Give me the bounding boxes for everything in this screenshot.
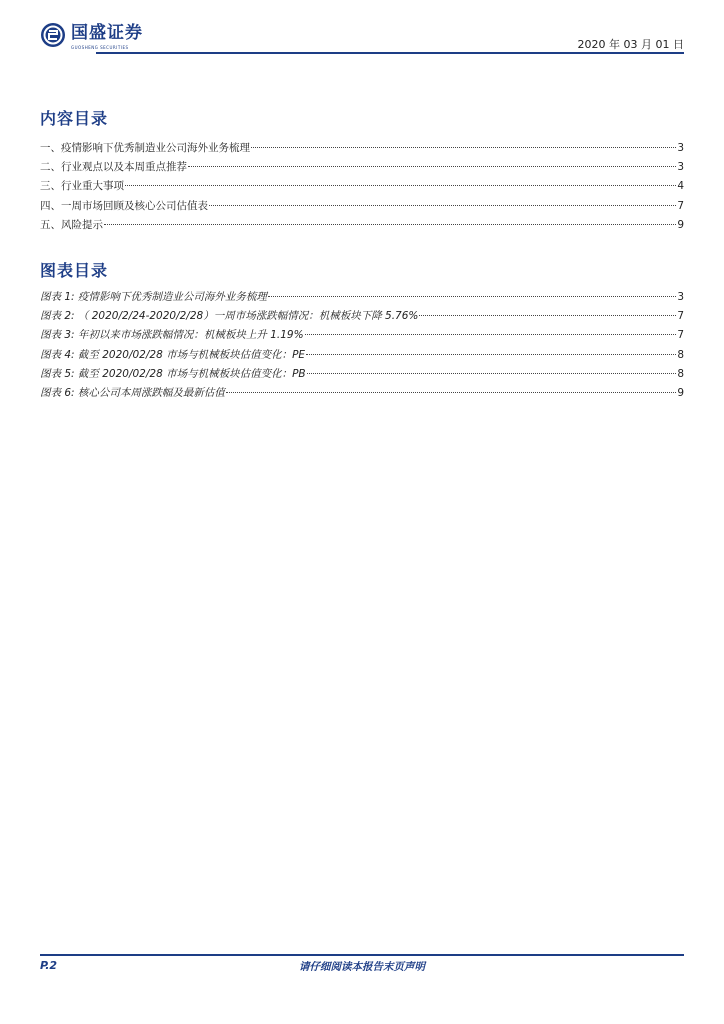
dot-leader [268, 295, 676, 297]
figure-entry[interactable] [40, 385, 684, 404]
figure-entry-page-number: 7 [677, 329, 684, 342]
figure-entry-text: 图表 3: 年初以来市场涨跌幅情况：机械板块上升 1.19% [40, 329, 304, 342]
contents-entry-text: 三、行业重大事项 [40, 180, 124, 193]
dot-leader [251, 146, 676, 148]
figure-entry-text: 图表 4: 截至 2020/02/28 市场与机械板块估值变化：PE [40, 348, 306, 361]
dot-leader [226, 391, 676, 393]
figure-entry[interactable] [40, 308, 684, 327]
figure-entry-page-number: 8 [677, 367, 684, 380]
contents-entry[interactable] [40, 140, 684, 159]
figure-entry-page-number: 8 [677, 348, 684, 361]
figure-entry-page-number: 3 [677, 291, 684, 303]
contents-entry-page-number: 4 [677, 180, 684, 193]
figure-entry-text: 图表 5: 截至 2020/02/28 市场与机械板块估值变化：PB [40, 367, 306, 380]
dot-leader [104, 223, 676, 225]
contents-entry-text: 二、行业观点以及本周重点推荐 [40, 161, 187, 174]
figure-entry[interactable] [40, 327, 684, 346]
figure-entry[interactable] [40, 289, 684, 308]
footer-disclaimer-note: 请仔细阅读本报告末页声明 [299, 961, 425, 973]
dot-leader [209, 204, 676, 206]
figure-entry-text: 图表 2: （ 2020/2/24-2020/2/28）一周市场涨跌幅情况：机械板块下降 5.76% [40, 310, 419, 323]
figure-entry-text: 图表 1: 疫情影响下优秀制造业公司海外业务梳理 [40, 291, 267, 303]
logo-english-name: GUOSHENG SECURITIES [71, 45, 129, 50]
figures-title: 图表目录 [40, 261, 109, 280]
dot-leader [125, 184, 676, 186]
contents-entry[interactable] [40, 198, 684, 217]
contents-list [40, 140, 684, 236]
page-header [40, 20, 684, 54]
header-divider [96, 52, 684, 54]
contents-entry[interactable] [40, 159, 684, 178]
dot-leader [307, 372, 677, 374]
company-logo [40, 22, 143, 50]
footer-divider [40, 954, 684, 956]
figure-entry[interactable] [40, 366, 684, 385]
contents-entry-page-number: 3 [677, 161, 684, 174]
logo-chinese-name: 国盛证券 [71, 23, 143, 43]
page-number: P.2 [40, 959, 58, 972]
figure-entry-text: 图表 6: 核心公司本周涨跌幅及最新估值 [40, 386, 225, 399]
dot-leader [305, 333, 677, 335]
dot-leader [419, 314, 676, 316]
contents-entry-page-number: 7 [677, 199, 684, 212]
contents-entry-text: 一、疫情影响下优秀制造业公司海外业务梳理 [40, 142, 250, 154]
figure-entry-page-number: 7 [677, 310, 684, 323]
figures-list [40, 289, 684, 404]
contents-entry[interactable] [40, 217, 684, 236]
contents-entry-text: 五、风险提示 [40, 218, 103, 231]
contents-entry-page-number: 9 [677, 218, 684, 231]
contents-title: 内容目录 [40, 109, 109, 128]
contents-entry-text: 四、一周市场回顾及核心公司估值表 [40, 199, 208, 212]
figure-entry-page-number: 9 [677, 386, 684, 399]
contents-entry[interactable] [40, 178, 684, 197]
logo-mark-icon [40, 22, 66, 48]
report-date: 2020 年 03 月 01 日 [577, 38, 684, 51]
contents-entry-page-number: 3 [677, 142, 684, 154]
dot-leader [188, 165, 676, 167]
dot-leader [306, 353, 676, 355]
figure-entry[interactable] [40, 347, 684, 366]
